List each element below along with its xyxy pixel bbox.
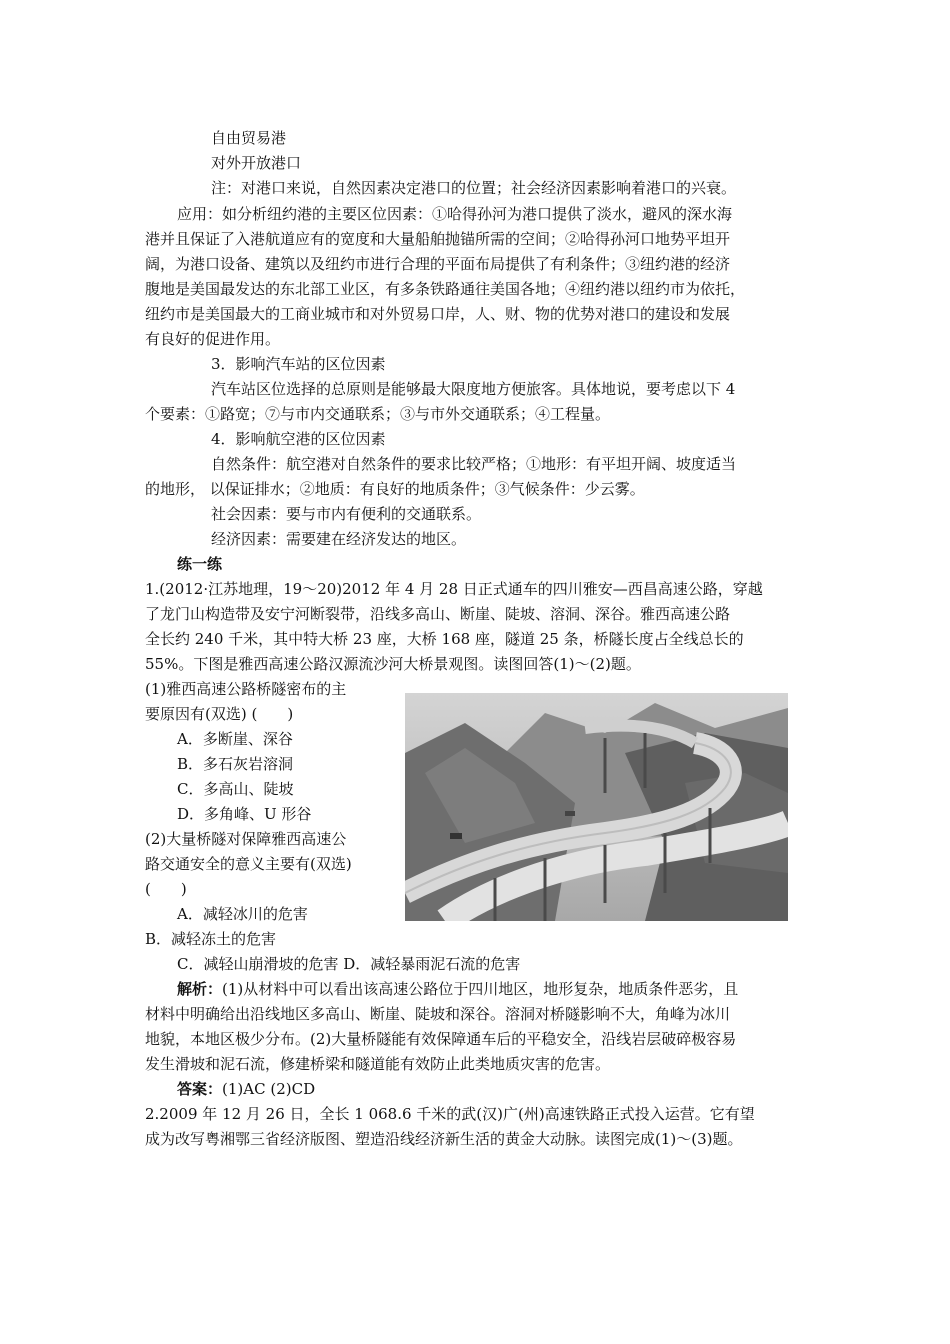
option-cd: C．减轻山崩滑坡的危害 D．减轻暴雨泥石流的危害	[177, 955, 521, 973]
section-heading: 3．影响汽车站的区位因素	[211, 355, 386, 373]
text-line: 注：对港口来说，自然因素决定港口的位置；社会经济因素影响着港口的兴衰。	[211, 179, 737, 197]
question-text: (1)雅西高速公路桥隧密布的主	[145, 680, 347, 698]
text-line: 的地形， 以保证排水；②地质：有良好的地质条件；③气候条件：少云雾。	[145, 480, 645, 498]
option-b: B．减轻冻土的危害	[145, 930, 277, 948]
text-line: 了龙门山构造带及安宁河断裂带，沿线多高山、断崖、陡坡、溶洞、深谷。雅西高速公路	[145, 605, 731, 623]
section-heading: 4．影响航空港的区位因素	[211, 430, 386, 448]
text-line: 应用：如分析纽约港的主要区位因素：①哈得孙河为港口提供了淡水，避风的深水海	[177, 205, 733, 223]
question-text: 路交通安全的意义主要有(双选)	[145, 855, 352, 873]
text-line: 港并且保证了入港航道应有的宽度和大量船舶抛锚所需的空间；②哈得孙河口地势平坦开	[145, 230, 731, 248]
text-line: 汽车站区位选择的总原则是能够最大限度地方便旅客。具体地说，要考虑以下 4	[211, 380, 736, 398]
text-line: 自由贸易港	[211, 129, 287, 147]
text-line: 55%。下图是雅西高速公路汉源流沙河大桥景观图。读图回答(1)～(2)题。	[145, 655, 641, 673]
answer-text: (1)AC (2)CD	[222, 1080, 316, 1098]
option-b: B．多石灰岩溶洞	[177, 755, 294, 773]
text-line: 纽约市是美国最大的工商业城市和对外贸易口岸，人、财、物的优势对港口的建设和发展	[145, 305, 731, 323]
practice-heading: 练一练	[177, 555, 223, 573]
option-d: D．多角峰、U 形谷	[177, 805, 312, 823]
text-line: 阔，为港口设备、建筑以及纽约市进行合理的平面布局提供了有利条件；③纽约港的经济	[145, 255, 731, 273]
text-line: 自然条件：航空港对自然条件的要求比较严格；①地形：有平坦开阔、坡度适当	[211, 455, 737, 473]
question-text: 要原因有(双选) ( )	[145, 705, 294, 723]
question-text: (2)大量桥隧对保障雅西高速公	[145, 830, 347, 848]
text-line: 社会因素：要与市内有便利的交通联系。	[211, 505, 482, 523]
question-text: ( )	[145, 880, 187, 898]
answer-label: 答案：	[177, 1080, 223, 1098]
highway-bridge-photo	[405, 693, 788, 921]
text-line: 地貌，本地区极少分布。(2)大量桥隧能有效保障通车后的平稳安全，沿线岩层破碎极容易	[145, 1030, 737, 1048]
text-line: 发生滑坡和泥石流，修建桥梁和隧道能有效防止此类地质灾害的危害。	[145, 1055, 611, 1073]
text-line: 成为改写粤湘鄂三省经济版图、塑造沿线经济新生活的黄金大动脉。读图完成(1)～(3)题。	[145, 1130, 743, 1148]
option-c: C．多高山、陡坡	[177, 780, 294, 798]
analysis-text: (1)从材料中可以看出该高速公路位于四川地区，地形复杂，地质条件恶劣，且	[222, 980, 739, 998]
option-a: A．多断崖、深谷	[177, 730, 293, 748]
text-line: 材料中明确给出沿线地区多高山、断崖、陡坡和深谷。溶洞对桥隧影响不大，角峰为冰川	[145, 1005, 731, 1023]
text-line: 1.(2012·江苏地理，19～20)2012 年 4 月 28 日正式通车的四川雅安—西昌高速公路，穿越	[145, 580, 763, 598]
answer-line	[177, 1079, 315, 1099]
analysis-label: 解析：	[177, 980, 223, 998]
text-line: 腹地是美国最发达的东北部工业区，有多条铁路通往美国各地；④纽约港以纽约市为依托，	[145, 280, 746, 298]
text-line: 对外开放港口	[211, 154, 302, 172]
text-line: 经济因素：需要建在经济发达的地区。	[211, 530, 467, 548]
text-line: 全长约 240 千米，其中特大桥 23 座，大桥 168 座，隧道 25 条，桥隧长度占全线总长的	[145, 630, 744, 648]
text-line: 个要素：①路宽；⑦与市内交通联系；③与市外交通联系；④工程量。	[145, 405, 611, 423]
text-line: 2.2009 年 12 月 26 日，全长 1 068.6 千米的武(汉)广(州)高速铁路正式投入运营。它有望	[145, 1105, 755, 1123]
text-line: 有良好的促进作用。	[145, 330, 281, 348]
analysis-line	[177, 979, 738, 999]
option-a: A．减轻冰川的危害	[177, 905, 308, 923]
